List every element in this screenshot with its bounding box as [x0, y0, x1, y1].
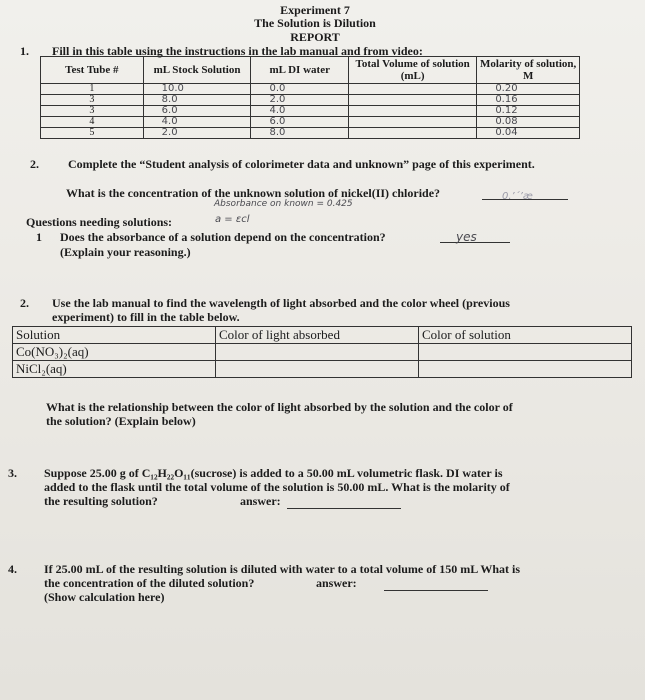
stock-cell[interactable]: 4.0: [143, 117, 251, 128]
explain-reasoning: (Explain your reasoning.): [60, 245, 191, 259]
absorbance-answer[interactable]: [440, 228, 510, 243]
q4-answer-label: answer:: [316, 576, 357, 590]
molarity-cell[interactable]: 0.12: [477, 106, 580, 117]
q3-answer-field[interactable]: [287, 494, 401, 509]
total-cell[interactable]: [348, 95, 476, 106]
solution-cell: NiCl₂(aq): [13, 361, 216, 378]
answer-scribble: 0.’´’æ: [502, 191, 533, 202]
report-heading: REPORT: [290, 30, 340, 44]
molarity-cell[interactable]: 0.08: [477, 117, 580, 128]
q4-line2: the concentration of the diluted solution?: [44, 576, 255, 590]
table-row: [41, 117, 580, 128]
q2b-text-line1: Use the lab manual to find the wavelength of light absorbed and the color wheel (previous: [52, 296, 510, 310]
needing-q-number: 1: [36, 230, 42, 244]
table-row: [41, 106, 580, 117]
unknown-concentration-answer[interactable]: [482, 186, 568, 200]
stock-cell[interactable]: 8.0: [143, 95, 251, 106]
q4-number: 4.: [8, 562, 17, 576]
table-row: [13, 344, 632, 361]
color-table: [12, 326, 632, 378]
col-solution: Solution: [13, 327, 216, 344]
total-cell[interactable]: [348, 84, 476, 95]
q3-answer-label: answer:: [240, 494, 281, 508]
molarity-cell[interactable]: 0.16: [477, 95, 580, 106]
col-molarity: Molarity of solution, M: [477, 57, 580, 84]
q3-line3: the resulting solution?: [44, 494, 158, 508]
total-cell[interactable]: [348, 117, 476, 128]
water-cell[interactable]: 8.0: [251, 128, 349, 139]
q1-instruction: Fill in this table using the instructions in the lab manual and from video:: [52, 44, 423, 58]
col-light-absorbed: Color of light absorbed: [216, 327, 419, 344]
stock-cell[interactable]: 6.0: [143, 106, 251, 117]
q3-line2: added to the flask until the total volume of the solution is 50.00 mL. What is the molarity of: [44, 480, 510, 494]
q1-number: 1.: [20, 44, 29, 58]
water-cell[interactable]: 6.0: [251, 117, 349, 128]
q3-number: 3.: [8, 466, 17, 480]
water-cell[interactable]: 2.0: [251, 95, 349, 106]
tube-cell: 1: [41, 84, 144, 95]
q2b-number: 2.: [20, 296, 29, 310]
q2a-text: Complete the “Student analysis of colorimeter data and unknown” page of this experiment.: [68, 157, 535, 171]
table-row: [41, 84, 580, 95]
q3-line1: Suppose 25.00 g of C₁₂H₂₂O₁₁(sucrose) is added to a 50.00 mL volumetric flask. DI water is: [44, 466, 503, 480]
molarity-cell[interactable]: 0.20: [477, 84, 580, 95]
q2a-question: What is the concentration of the unknown solution of nickel(II) chloride?: [66, 186, 441, 200]
q4-line3: (Show calculation here): [44, 590, 165, 604]
solution-cell: Co(NO₃)₂(aq): [13, 344, 216, 361]
col-test-tube: Test Tube #: [41, 57, 144, 84]
dilution-table: [40, 56, 580, 139]
col-total: Total Volume of solution (mL): [348, 57, 476, 84]
molarity-cell[interactable]: 0.04: [477, 128, 580, 139]
tube-cell: 5: [41, 128, 144, 139]
stock-cell[interactable]: 10.0: [143, 84, 251, 95]
total-cell[interactable]: [348, 128, 476, 139]
absorbance-answer-value: yes: [456, 230, 477, 244]
water-cell[interactable]: 4.0: [251, 106, 349, 117]
q2a-number: 2.: [30, 157, 39, 171]
relationship-line2: the solution? (Explain below): [46, 414, 196, 428]
water-cell[interactable]: 0.0: [251, 84, 349, 95]
absorbance-note: Absorbance on known = 0.425: [214, 199, 353, 209]
col-water: mL DI water: [251, 57, 349, 84]
q4-answer-field[interactable]: [384, 576, 488, 591]
table-row: [41, 128, 580, 139]
table-row: [13, 361, 632, 378]
tube-cell: 3: [41, 106, 144, 117]
experiment-number: Experiment 7: [280, 3, 350, 17]
absorbance-question: Does the absorbance of a solution depend on the concentration?: [60, 230, 386, 244]
document-title: The Solution is Dilution: [254, 16, 376, 30]
tube-cell: 3: [41, 95, 144, 106]
total-cell[interactable]: [348, 106, 476, 117]
solution-color-cell[interactable]: [419, 361, 632, 378]
color-table-header: [13, 327, 632, 344]
col-solution-color: Color of solution: [419, 327, 632, 344]
solution-color-cell[interactable]: [419, 344, 632, 361]
tube-cell: 4: [41, 117, 144, 128]
dilution-table-header: [41, 57, 580, 84]
light-absorbed-cell[interactable]: [216, 361, 419, 378]
relationship-line1: What is the relationship between the color of light absorbed by the solution and the color of: [46, 400, 513, 414]
stock-cell[interactable]: 2.0: [143, 128, 251, 139]
needing-solutions-heading: Questions needing solutions:: [26, 215, 173, 229]
table-row: [41, 95, 580, 106]
col-stock: mL Stock Solution: [143, 57, 251, 84]
beer-law-note: a = εcl: [215, 214, 250, 225]
q2b-text-line2: experiment) to fill in the table below.: [52, 310, 240, 324]
q4-line1: If 25.00 mL of the resulting solution is diluted with water to a total volume of 150 mL What is: [44, 562, 521, 576]
light-absorbed-cell[interactable]: [216, 344, 419, 361]
